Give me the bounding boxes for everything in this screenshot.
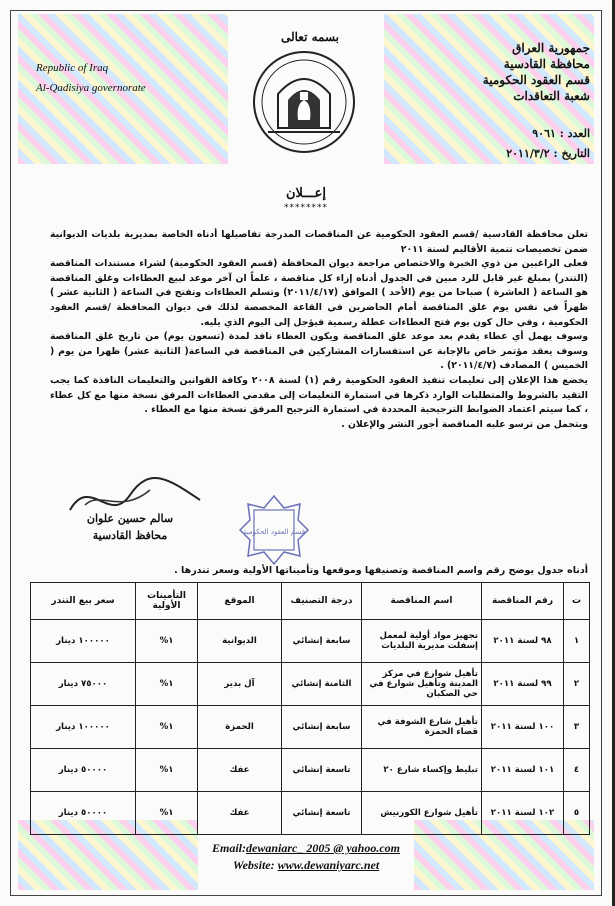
website-label: Website: [232, 858, 275, 872]
table-cell: الحمزة [198, 706, 282, 749]
table-cell: تأهيل شوارع في مركز المدينة وتأهيل شوارع في حي الصكبان [362, 663, 482, 706]
table-cell: ١٠٢ لسنة ٢٠١١ [482, 792, 564, 835]
body-paragraph: فعلى الراغبين من ذوي الخبرة والاختصاص مراجعة ديوان المحافظة (قسم العقود الحكومية) لشراء مستندات المناقصة (التندر) بمبلغ غير قابل للرد مبين في الجدول أدناه إزاء كل مناقصة ، علماً ان آخر موعد لبيع العطاءات وغلق المناقصة هو الساعة ( العاشرة ) صباحا من يوم (الأحد ) الموافق (٢٠١١/٤/١٧) وتسلم العطاءات وتفتح في الساعة ( الثانية عشر ) ظهراً في نفس يوم غلق المناقصة أمام الحاضرين في القاعة المخصصة لذلك في ديوان المحافظة /قسم العقود الحكومية ، وفي حال كون يوم فتح العطاءات عطلة رسمية فيؤجل إلى اليوم الذي يليه. [50, 258, 588, 328]
body-paragraph: وسوف يهمل أي عطاء يقدم بعد موعد غلق المناقصة ويكون العطاء نافذ لمدة (تسعون يوم) من تاريخ غلق المناقصة وسوف يعقد مؤتمر خاص بالإجابة عن استفسارات المشاركين في المناقصة في الساعة( الثانية عشر) ظهرا من يوم ( الخميس ) المصادف (٢٠١١/٤/٧) . [50, 331, 588, 372]
table-row [31, 792, 590, 835]
header-ar-line: قسم العقود الحكومية [482, 73, 590, 87]
table-cell: تجهيز مواد أولية لمعمل إسفلت مديرية البلديات [362, 620, 482, 663]
col-header: ت [564, 583, 590, 620]
table-cell: عفك [198, 749, 282, 792]
table-cell: ٩٩ لسنة ٢٠١١ [482, 663, 564, 706]
header-ar-line: شعبة التعاقدات [513, 89, 590, 103]
table-cell: ١ [564, 620, 590, 663]
tenders-table [30, 582, 590, 835]
table-cell: ١% [136, 792, 198, 835]
table-cell: ١% [136, 620, 198, 663]
table-cell: سابعة إنشائي [282, 706, 362, 749]
table-cell: سابعة إنشائي [282, 620, 362, 663]
reference-block [390, 124, 590, 164]
table-row [31, 749, 590, 792]
official-stamp-icon [238, 494, 310, 566]
announcement-body [50, 228, 588, 432]
table-cell: ٥٠٠٠٠ دينار [31, 792, 136, 835]
table-cell: تاسعة إنشائي [282, 749, 362, 792]
table-cell: عفك [198, 792, 282, 835]
col-header: الموقع [198, 583, 282, 620]
table-row [31, 706, 590, 749]
english-header [36, 58, 146, 98]
governorate-seal-icon [248, 44, 360, 156]
table-row [31, 620, 590, 663]
basmala: بسمه تعالى [280, 30, 340, 44]
header-ar-line: محافظة القادسية [503, 57, 590, 71]
col-header: التأمينات الأولية [136, 583, 198, 620]
table-intro: أدناه جدول يوضح رقم واسم المناقصة وتصنيفها وموقعها وتأميناتها الأولية وسعر تندرها . [174, 565, 588, 576]
table-cell: تبليط وإكساء شارع ٢٠ [362, 749, 482, 792]
table-cell: ١٠٠٠٠٠ دينار [31, 620, 136, 663]
title-stars: ******** [284, 203, 328, 213]
col-header: درجة التصنيف [282, 583, 362, 620]
table-cell: تأهيل شوارع الكورنيش [362, 792, 482, 835]
table-cell: الثامنة إنشائي [282, 663, 362, 706]
table-cell: ١% [136, 749, 198, 792]
body-paragraph: ويتحمل من ترسو عليه المناقصة أجور النشر والإعلان . [341, 418, 588, 430]
table-cell: الديوانية [198, 620, 282, 663]
website-line [0, 857, 612, 874]
website-link[interactable]: www.dewaniyarc.net [277, 858, 380, 872]
email-line [0, 840, 612, 857]
signatory-name: سالم حسين علوان [86, 512, 174, 525]
table-cell: ٣ [564, 706, 590, 749]
table-cell: ٢ [564, 663, 590, 706]
body-paragraph: يخضع هذا الإعلان إلى تعليمات تنفيذ العقود الحكومية رقم (١) لسنة ٢٠٠٨ وكافة القوانين والتعليمات النافذة كما يجب التقيد بالشروط والمتطلبات الوارد ذكرها في استمارة التعليمات إلى مقدمي العطاءات المرفق نسخة منها مع كل عطاء ، كما سيتم اعتماد الضوابط الترجيحية المحددة في استمارة الترجيح المرفق نسخة منها مع العطاء . [50, 374, 588, 416]
email-link[interactable]: dewaniarc_ 2005 @ yahoo.com [246, 841, 400, 855]
table-cell: ٧٥٠٠٠ دينار [31, 663, 136, 706]
table-cell: آل بدير [198, 663, 282, 706]
table-cell: ١٠٠ لسنة ٢٠١١ [482, 706, 564, 749]
table-row [31, 663, 590, 706]
ref-date: التاريخ : ٢٠١١/٣/٢ [506, 147, 590, 160]
table-cell: تاسعة إنشائي [282, 792, 362, 835]
table-cell: ٥ [564, 792, 590, 835]
email-label: Email: [212, 841, 247, 855]
table-cell: ١٠٠٠٠٠ دينار [31, 706, 136, 749]
table-cell: ٤ [564, 749, 590, 792]
table-header-row [31, 583, 590, 620]
arabic-header [410, 40, 590, 104]
header-ar-line: جمهورية العراق [512, 41, 590, 55]
header-en-line: Republic of Iraq [36, 62, 109, 74]
table-cell: تأهيل شارع الشوفة في قضاء الحمزة [362, 706, 482, 749]
ref-number: العدد : ٩٠٦١ [532, 127, 590, 140]
stamp-text: قسم العقود الحكومية [242, 528, 306, 536]
table-cell: ٩٨ لسنة ٢٠١١ [482, 620, 564, 663]
col-header: سعر بيع التندر [31, 583, 136, 620]
signatory [60, 510, 200, 544]
col-header: اسم المناقصة [362, 583, 482, 620]
header-en-line: Al-Qadisiya governorate [36, 82, 146, 94]
signatory-role: محافظ القادسية [92, 529, 168, 542]
body-paragraph: تعلن محافظة القادسية /قسم العقود الحكومية عن المناقصات المدرجة تفاصيلها أدناه الخاصة بمديرية بلديات الديوانية ضمن تخصيصات تنمية الأقاليم لسنة ٢٠١١ [50, 229, 588, 255]
announcement-title: إعـــلان [285, 186, 327, 201]
table-cell: ٥٠٠٠٠ دينار [31, 749, 136, 792]
col-header: رقم المناقصة [482, 583, 564, 620]
footer-contacts [0, 840, 612, 874]
table-cell: ١٠١ لسنة ٢٠١١ [482, 749, 564, 792]
table-cell: ١% [136, 663, 198, 706]
table-cell: ١% [136, 706, 198, 749]
